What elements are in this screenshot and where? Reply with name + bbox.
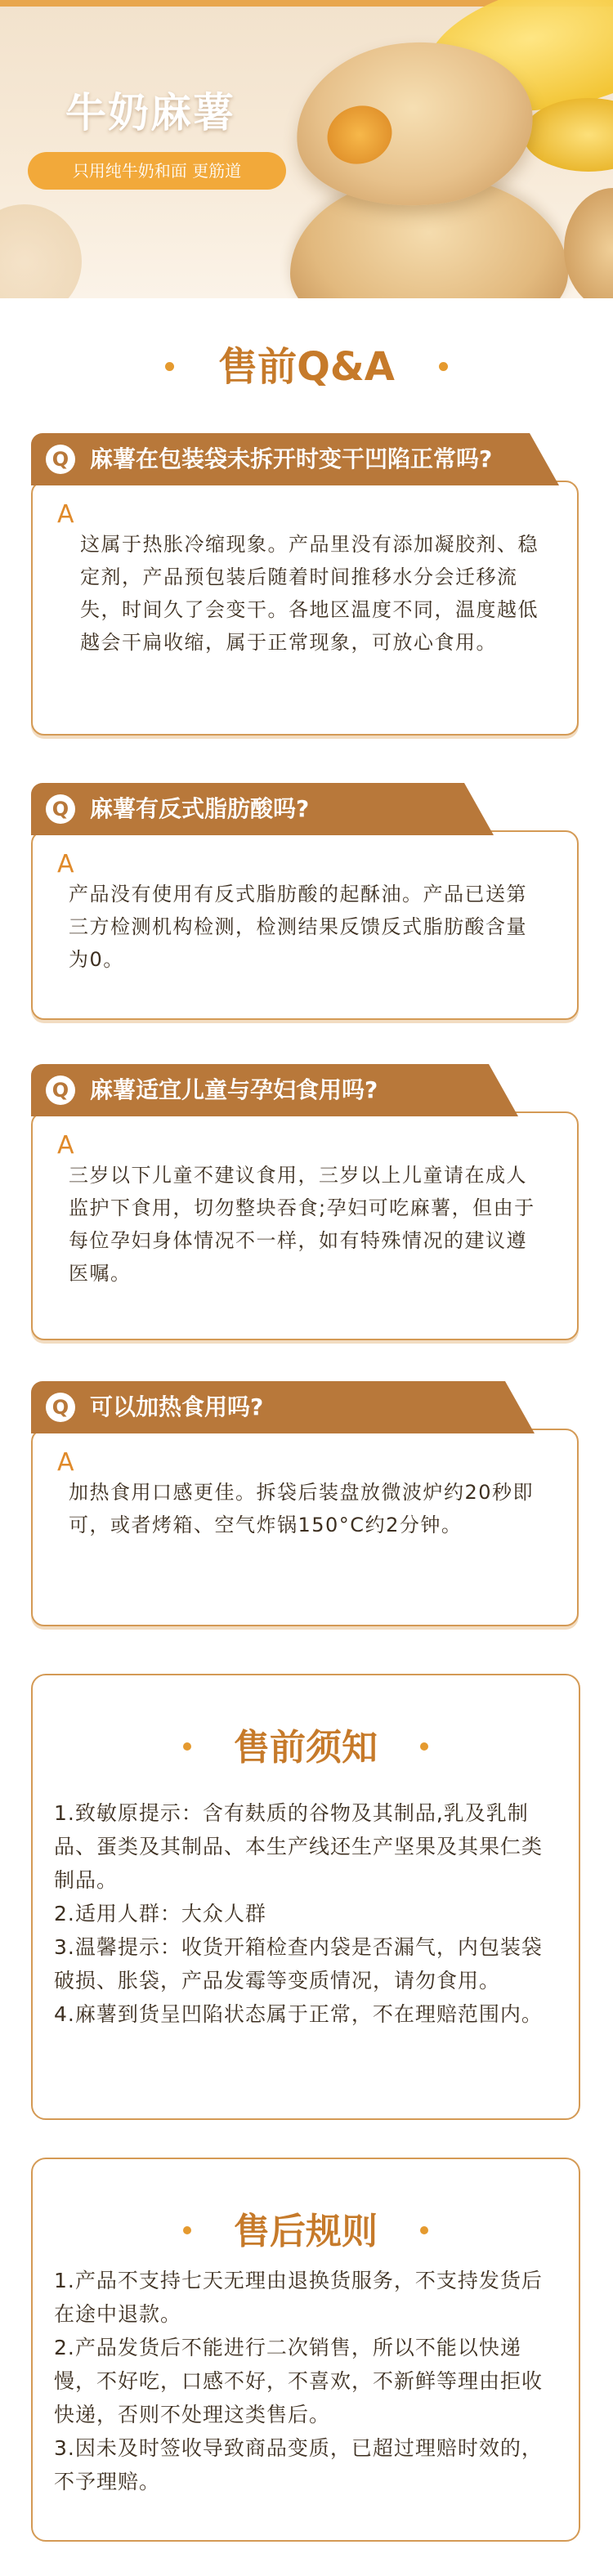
answer-label: A — [57, 500, 74, 529]
presale-notice-title-text: 售前须知 — [234, 1727, 378, 1769]
qa-item — [31, 1381, 580, 1643]
qa-item — [31, 1064, 580, 1342]
q-icon: Q — [46, 794, 75, 824]
dot-icon — [165, 362, 174, 371]
answer-label: A — [57, 850, 74, 879]
aftersale-rules-title-text: 售后规则 — [234, 2211, 378, 2252]
answer-text: 加热食用口感更佳。拆袋后装盘放微波炉约20秒即可，或者烤箱、空气炸锅150°C约2分钟。 — [69, 1481, 535, 1536]
question-bar — [31, 783, 464, 835]
answer-label: A — [57, 1131, 74, 1160]
q-icon: Q — [46, 445, 75, 474]
presale-notice-title — [33, 1718, 579, 1770]
answer-label: A — [57, 1448, 74, 1477]
question-text: 麻薯有反式脂肪酸吗? — [90, 795, 310, 822]
notice-line: 2.适用人群：大众人群 — [54, 1902, 266, 1925]
qa-section-heading — [0, 335, 613, 391]
rule-line: 3.因未及时签收导致商品变质，已超过理赔时效的，不予理赔。 — [54, 2436, 543, 2493]
answer-text: 产品没有使用有反式脂肪酸的起酥油。产品已送第三方检测机构检测，检测结果反馈反式脂肪酸含量为0。 — [69, 883, 527, 971]
notice-line: 4.麻薯到货呈凹陷状态属于正常，不在理赔范围内。 — [54, 2002, 543, 2026]
question-text: 可以加热食用吗? — [90, 1393, 264, 1420]
q-icon: Q — [46, 1076, 75, 1105]
dot-icon — [183, 1742, 191, 1751]
answer-card — [31, 1429, 579, 1626]
presale-notice-list — [54, 1796, 559, 2031]
rule-line: 1.产品不支持七天无理由退换货服务，不支持发货后在途中退款。 — [54, 2269, 543, 2326]
answer-card — [31, 830, 579, 1020]
question-text: 麻薯适宜儿童与孕妇食用吗? — [90, 1076, 378, 1103]
question-bar — [31, 1064, 489, 1116]
product-title: 牛奶麻薯 — [65, 89, 235, 136]
qa-item — [31, 433, 580, 744]
qa-item — [31, 783, 580, 1028]
hero-banner — [0, 0, 613, 298]
dot-icon — [183, 2226, 191, 2234]
aftersale-rules-box — [31, 2158, 580, 2542]
answer-card — [31, 481, 579, 736]
background-decoration — [0, 204, 82, 298]
question-bar — [31, 1381, 505, 1433]
notice-line: 1.致敏原提示：含有麸质的谷物及其制品,乳及乳制品、蛋类及其制品、本生产线还生产坚果及其果仁类制品。 — [54, 1801, 544, 1892]
aftersale-rules-title — [33, 2202, 579, 2254]
mochi-bun-image-side — [564, 188, 613, 298]
answer-text: 三岁以下儿童不建议食用，三岁以上儿童请在成人监护下食用，切勿整块吞食;孕妇可吃麻薯，但由于每位孕妇身体情况不一样，如有特殊情况的建议遵医嘱。 — [69, 1164, 535, 1285]
dot-icon — [420, 1742, 428, 1751]
notice-line: 3.温馨提示：收货开箱检查内袋是否漏气，内包装袋破损、胀袋，产品发霉等变质情况，请勿食用。 — [54, 1935, 543, 1992]
dot-icon — [439, 362, 448, 371]
dot-icon — [420, 2226, 428, 2234]
product-slogan-badge: 只用纯牛奶和面 更筋道 — [28, 152, 286, 190]
q-icon: Q — [46, 1393, 75, 1422]
presale-notice-box — [31, 1674, 580, 2120]
aftersale-rules-list — [54, 2264, 559, 2498]
answer-card — [31, 1111, 579, 1340]
qa-heading-text: 售前Q&A — [218, 344, 395, 390]
question-bar — [31, 433, 530, 485]
answer-text: 这属于热胀冷缩现象。产品里没有添加凝胶剂、稳定剂，产品预包装后随着时间推移水分会迁移流失，时间久了会变干。各地区温度不同，温度越低越会干扁收缩，属于正常现象，可放心食用。 — [80, 533, 539, 654]
rule-line: 2.产品发货后不能进行二次销售，所以不能以快递慢，不好吃，口感不好，不喜欢，不新鲜等理由拒收快递，否则不处理这类售后。 — [54, 2336, 544, 2426]
question-text: 麻薯在包装袋未拆开时变干凹陷正常吗? — [90, 445, 493, 472]
